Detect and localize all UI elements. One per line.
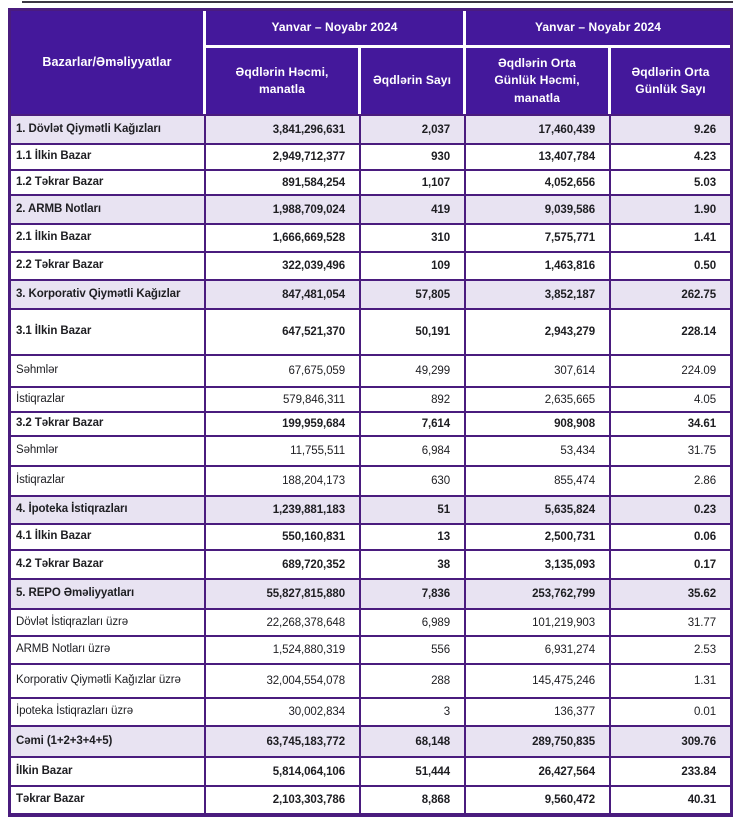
row-label: 2. ARMB Notları — [11, 194, 206, 223]
row-label: Korporativ Qiymətli Kağızlar üzrə — [11, 663, 206, 697]
row-label: 3. Korporativ Qiymətli Kağızlar — [11, 279, 206, 308]
cell-deal-volume: 891,584,254 — [206, 169, 361, 194]
cell-avg-daily-count: 35.62 — [611, 578, 730, 608]
cell-avg-daily-volume: 3,852,187 — [466, 279, 611, 308]
cell-deal-count: 630 — [361, 465, 466, 495]
cell-avg-daily-count: 4.23 — [611, 143, 730, 169]
cell-avg-daily-volume: 1,463,816 — [466, 251, 611, 279]
cell-avg-daily-count: 9.26 — [611, 114, 730, 143]
cell-avg-daily-count: 31.77 — [611, 608, 730, 635]
cell-deal-volume: 63,745,183,772 — [206, 725, 361, 756]
cell-avg-daily-volume: 2,943,279 — [466, 308, 611, 354]
row-label: 3.1 İlkin Bazar — [11, 308, 206, 354]
cell-avg-daily-volume: 3,135,093 — [466, 549, 611, 578]
cell-avg-daily-count: 2.53 — [611, 635, 730, 663]
cell-avg-daily-count: 0.06 — [611, 523, 730, 549]
cell-avg-daily-count: 5.03 — [611, 169, 730, 194]
cell-deal-count: 38 — [361, 549, 466, 578]
cell-deal-volume: 2,103,303,786 — [206, 785, 361, 813]
cell-avg-daily-count: 2.86 — [611, 465, 730, 495]
cell-deal-volume: 5,814,064,106 — [206, 756, 361, 785]
row-label: İstiqrazlar — [11, 465, 206, 495]
cell-deal-count: 310 — [361, 223, 466, 251]
row-label: 2.1 İlkin Bazar — [11, 223, 206, 251]
cell-deal-volume: 188,204,173 — [206, 465, 361, 495]
cell-avg-daily-count: 1.90 — [611, 194, 730, 223]
corner-header-markets-operations: Bazarlar/Əməliyyatlar — [11, 11, 206, 114]
cell-avg-daily-count: 31.75 — [611, 435, 730, 465]
row-label: 1.2 Təkrar Bazar — [11, 169, 206, 194]
cell-deal-volume: 689,720,352 — [206, 549, 361, 578]
cell-avg-daily-count: 309.76 — [611, 725, 730, 756]
cell-avg-daily-volume: 4,052,656 — [466, 169, 611, 194]
cell-deal-count: 7,836 — [361, 578, 466, 608]
cell-deal-count: 2,037 — [361, 114, 466, 143]
cell-avg-daily-volume: 9,560,472 — [466, 785, 611, 813]
column-header-deal-volume: Əqdlərin Həcmi, manatla — [206, 48, 361, 114]
row-label: Səhmlər — [11, 435, 206, 465]
cell-avg-daily-count: 4.05 — [611, 386, 730, 411]
cell-avg-daily-volume: 26,427,564 — [466, 756, 611, 785]
cell-deal-count: 7,614 — [361, 411, 466, 435]
row-label: 1. Dövlət Qiymətli Kağızları — [11, 114, 206, 143]
column-header-deal-count: Əqdlərin Sayı — [361, 48, 466, 114]
cell-avg-daily-volume: 101,219,903 — [466, 608, 611, 635]
cell-avg-daily-volume: 5,635,824 — [466, 495, 611, 523]
row-label: Səhmlər — [11, 354, 206, 386]
period-group-header-2: Yanvar – Noyabr 2024 — [466, 11, 730, 48]
cell-deal-volume: 2,949,712,377 — [206, 143, 361, 169]
cell-deal-volume: 550,160,831 — [206, 523, 361, 549]
cell-deal-volume: 67,675,059 — [206, 354, 361, 386]
row-label: 4. İpoteka İstiqrazları — [11, 495, 206, 523]
row-label: 5. REPO Əməliyyatları — [11, 578, 206, 608]
cell-avg-daily-volume: 17,460,439 — [466, 114, 611, 143]
cell-avg-daily-volume: 7,575,771 — [466, 223, 611, 251]
cell-deal-volume: 1,524,880,319 — [206, 635, 361, 663]
cell-deal-count: 930 — [361, 143, 466, 169]
column-header-avg-daily-count: Əqdlərin Orta Günlük Sayı — [611, 48, 730, 114]
cell-deal-volume: 647,521,370 — [206, 308, 361, 354]
row-label: Cəmi (1+2+3+4+5) — [11, 725, 206, 756]
cell-avg-daily-volume: 136,377 — [466, 697, 611, 725]
cell-deal-count: 57,805 — [361, 279, 466, 308]
cell-avg-daily-volume: 908,908 — [466, 411, 611, 435]
cell-deal-count: 109 — [361, 251, 466, 279]
row-label: Təkrar Bazar — [11, 785, 206, 813]
cell-deal-count: 6,989 — [361, 608, 466, 635]
cell-deal-volume: 1,988,709,024 — [206, 194, 361, 223]
cell-avg-daily-volume: 253,762,799 — [466, 578, 611, 608]
cell-deal-count: 13 — [361, 523, 466, 549]
cell-avg-daily-count: 0.50 — [611, 251, 730, 279]
column-header-avg-daily-volume: Əqdlərin Orta Günlük Həcmi, manatla — [466, 48, 611, 114]
cell-avg-daily-volume: 307,614 — [466, 354, 611, 386]
cell-deal-count: 50,191 — [361, 308, 466, 354]
cell-avg-daily-count: 0.17 — [611, 549, 730, 578]
cell-deal-volume: 30,002,834 — [206, 697, 361, 725]
cell-deal-count: 556 — [361, 635, 466, 663]
row-label: İpoteka İstiqrazları üzrə — [11, 697, 206, 725]
cell-avg-daily-count: 1.31 — [611, 663, 730, 697]
cell-deal-volume: 322,039,496 — [206, 251, 361, 279]
cell-avg-daily-count: 1.41 — [611, 223, 730, 251]
cell-avg-daily-volume: 53,434 — [466, 435, 611, 465]
row-label: 4.2 Təkrar Bazar — [11, 549, 206, 578]
cell-avg-daily-count: 0.23 — [611, 495, 730, 523]
cell-deal-count: 1,107 — [361, 169, 466, 194]
securities-market-table — [8, 8, 733, 817]
cell-deal-volume: 199,959,684 — [206, 411, 361, 435]
cell-deal-count: 288 — [361, 663, 466, 697]
cell-avg-daily-volume: 13,407,784 — [466, 143, 611, 169]
cell-deal-count: 51,444 — [361, 756, 466, 785]
cell-avg-daily-volume: 9,039,586 — [466, 194, 611, 223]
cell-deal-count: 68,148 — [361, 725, 466, 756]
cell-deal-count: 419 — [361, 194, 466, 223]
top-crop-line — [22, 1, 733, 3]
row-label: 4.1 İlkin Bazar — [11, 523, 206, 549]
cell-deal-volume: 1,239,881,183 — [206, 495, 361, 523]
cell-deal-count: 3 — [361, 697, 466, 725]
row-label: İlkin Bazar — [11, 756, 206, 785]
cell-deal-volume: 1,666,669,528 — [206, 223, 361, 251]
row-label: 2.2 Təkrar Bazar — [11, 251, 206, 279]
cell-deal-volume: 579,846,311 — [206, 386, 361, 411]
cell-deal-volume: 32,004,554,078 — [206, 663, 361, 697]
cell-avg-daily-volume: 145,475,246 — [466, 663, 611, 697]
cell-avg-daily-count: 0.01 — [611, 697, 730, 725]
cell-avg-daily-count: 40.31 — [611, 785, 730, 813]
cell-avg-daily-count: 224.09 — [611, 354, 730, 386]
cell-avg-daily-volume: 2,635,665 — [466, 386, 611, 411]
cell-deal-volume: 55,827,815,880 — [206, 578, 361, 608]
row-label: İstiqrazlar — [11, 386, 206, 411]
cell-deal-count: 49,299 — [361, 354, 466, 386]
row-label: Dövlət İstiqrazları üzrə — [11, 608, 206, 635]
row-label: ARMB Notları üzrə — [11, 635, 206, 663]
cell-avg-daily-count: 228.14 — [611, 308, 730, 354]
cell-avg-daily-volume: 855,474 — [466, 465, 611, 495]
period-group-header-1: Yanvar – Noyabr 2024 — [206, 11, 466, 48]
cell-avg-daily-count: 34.61 — [611, 411, 730, 435]
cell-avg-daily-volume: 289,750,835 — [466, 725, 611, 756]
cell-deal-count: 51 — [361, 495, 466, 523]
cell-avg-daily-count: 262.75 — [611, 279, 730, 308]
cell-avg-daily-volume: 6,931,274 — [466, 635, 611, 663]
cell-deal-volume: 847,481,054 — [206, 279, 361, 308]
cell-deal-count: 892 — [361, 386, 466, 411]
cell-avg-daily-count: 233.84 — [611, 756, 730, 785]
cell-avg-daily-volume: 2,500,731 — [466, 523, 611, 549]
row-label: 1.1 İlkin Bazar — [11, 143, 206, 169]
cell-deal-volume: 11,755,511 — [206, 435, 361, 465]
cell-deal-count: 8,868 — [361, 785, 466, 813]
cell-deal-volume: 22,268,378,648 — [206, 608, 361, 635]
cell-deal-volume: 3,841,296,631 — [206, 114, 361, 143]
cell-deal-count: 6,984 — [361, 435, 466, 465]
row-label: 3.2 Təkrar Bazar — [11, 411, 206, 435]
